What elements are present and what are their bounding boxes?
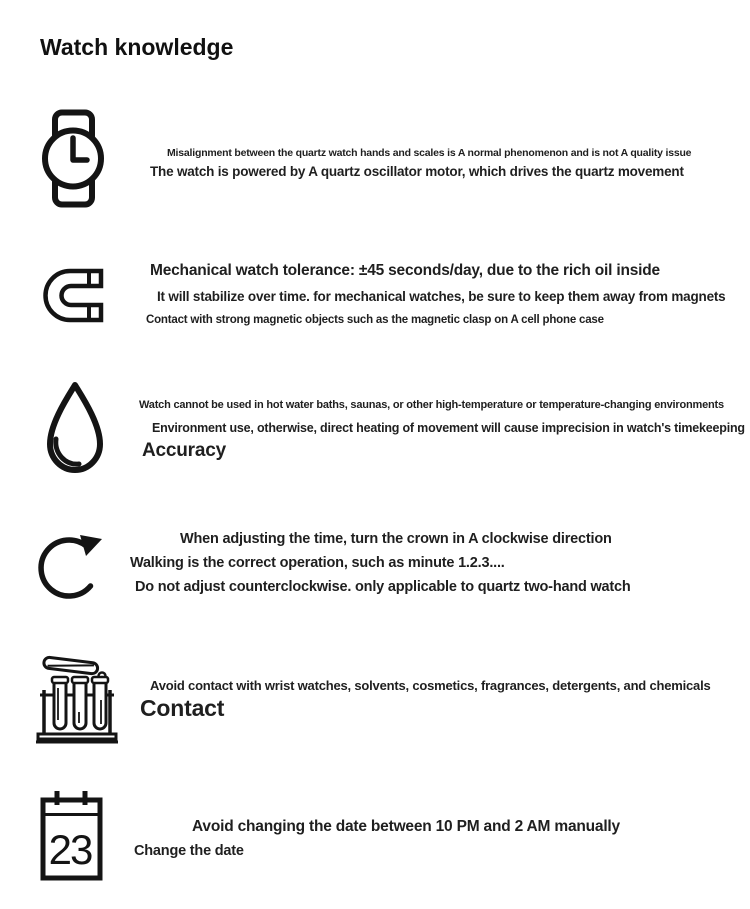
section-text-line: When adjusting the time, turn the crown in A clockwise direction [180,531,612,547]
section-text-line: Mechanical watch tolerance: ±45 seconds/day, due to the rich oil inside [150,262,660,279]
magnet-icon [40,267,104,324]
calendar-icon [40,789,103,882]
section-heading-accuracy: Accuracy [142,440,226,461]
chemicals-test-tubes-icon [36,650,118,744]
watch-icon [42,109,104,208]
section-text-line: Do not adjust counterclockwise. only applicable to quartz two-hand watch [135,579,631,595]
section-text-line: Environment use, otherwise, direct heating of movement will cause imprecision in watch's timekeeping [152,421,745,435]
section-text-line: Avoid changing the date between 10 PM and 2 AM manually [192,818,620,835]
section-text-line: Misalignment between the quartz watch hands and scales is A normal phenomenon and is not A quality issue [167,147,692,159]
page-title: Watch knowledge [40,34,234,60]
section-heading-contact: Contact [140,695,225,721]
section-text-line: The watch is powered by A quartz oscillator motor, which drives the quartz movement [150,164,684,179]
section-text-line: Change the date [134,843,244,859]
section-text-line: Walking is the correct operation, such as minute 1.2.3.... [130,555,505,571]
water-drop-icon [42,381,108,476]
calendar-day-number: 23 [48,826,92,873]
section-text-line: Avoid contact with wrist watches, solvents, cosmetics, fragrances, detergents, and chemicals [150,678,711,693]
section-text-line: It will stabilize over time. for mechanical watches, be sure to keep them away from magnets [157,289,726,304]
section-text-line: Watch cannot be used in hot water baths, saunas, or other high-temperature or temperature-changing environments [139,399,724,411]
rotate-clockwise-icon [36,524,106,604]
section-text-line: Contact with strong magnetic objects such as the magnetic clasp on A cell phone case [146,314,604,326]
